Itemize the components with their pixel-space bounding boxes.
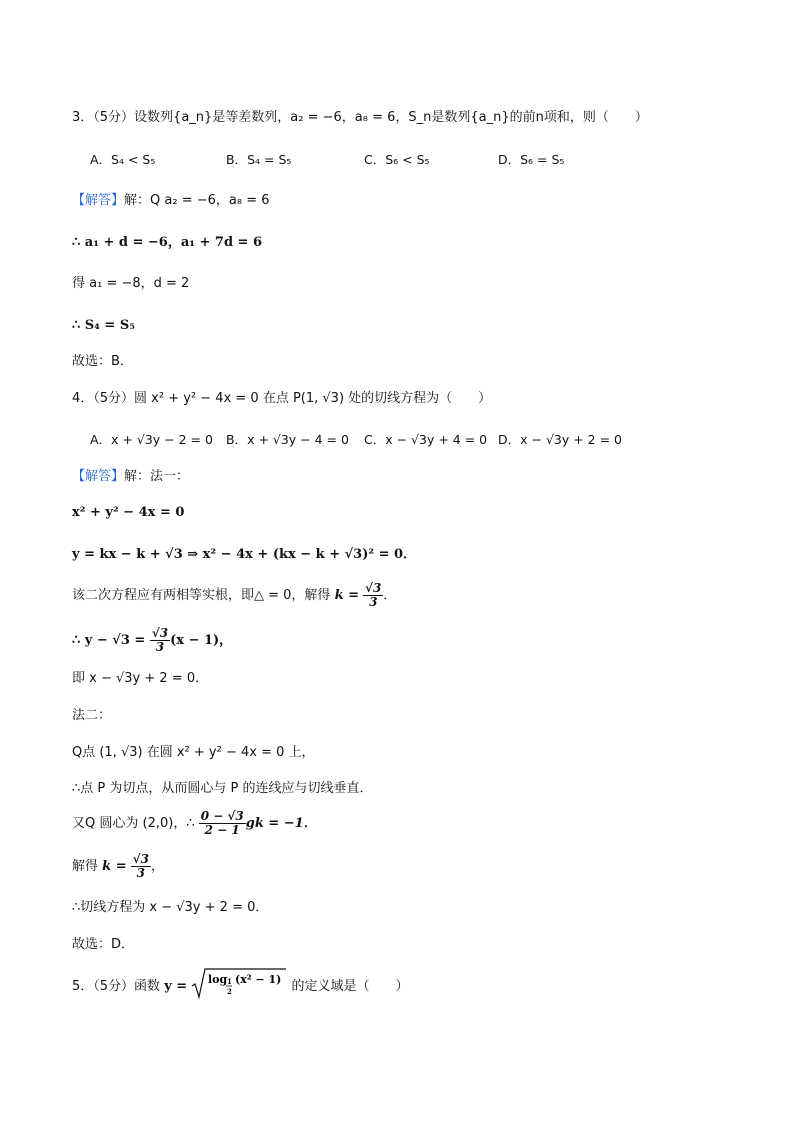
q4-point-slope-fraction: [150, 627, 170, 654]
q3-option-a: A．S₄ < S₅: [90, 152, 156, 167]
q4-answer: 故选：D．: [72, 937, 135, 952]
q5-stem-pre: 5．（5分）函数: [72, 979, 161, 994]
q4-center-text: 又Q 圆心为 (2,0)，∴: [72, 816, 195, 831]
q4-solution-line-1: [72, 467, 189, 487]
q4-k-label: k =: [334, 588, 360, 603]
q4-perpendicular-note: ∴点 P 为切点，从而圆心与 P 的连线应与切线垂直．: [72, 781, 373, 796]
q5-sqrt-icon: [191, 966, 287, 1000]
q4-point-slope-tail: (x − 1)，: [170, 633, 233, 648]
q4-solve-k-text: 解得: [72, 859, 99, 874]
q4-solve-k-fraction: [131, 853, 151, 880]
q4-slope-num: 0 − √3: [200, 809, 244, 823]
q4-option-a: A．x + √3y − 2 = 0: [90, 432, 213, 447]
q4-k-num: √3: [365, 581, 382, 595]
q4-slope-fraction: [199, 810, 246, 837]
q4-solve-k-tail: ，: [150, 859, 164, 874]
q5-stem-post: 的定义域是（ ）: [291, 979, 409, 994]
q3-answer: 故选：B．: [72, 354, 133, 369]
q4-point-on-circle: Q点 (1, √3) 在圆 x² + y² − 4x = 0 上，: [72, 745, 315, 760]
q3-solution-text-1: 解：Q a₂ = −6，a₈ = 6: [124, 193, 270, 208]
q5-base-num: 1: [227, 977, 233, 986]
q3-solution-line-2: ∴ a₁ + d = −6，a₁ + 7d = 6: [72, 235, 263, 250]
q4-option-c: C．x − √3y + 4 = 0: [364, 432, 488, 447]
q4-k-tail: ．: [383, 588, 397, 603]
q4-solution-intro: 解：法一：: [124, 469, 190, 484]
q4-equation-substitution: y = kx − k + √3 ⇒ x² − 4x + (kx − k + √3)² = 0．: [72, 547, 417, 562]
q5-func-label: y =: [164, 979, 188, 994]
q4-solve-k-line: [72, 853, 164, 880]
q4-ps-den: 3: [155, 640, 165, 654]
q3-option-c: C．S₆ < S₅: [364, 152, 430, 167]
q4-center-line: [72, 810, 317, 837]
q4-stem: 4．（5分）圆 x² + y² − 4x = 0 在点 P(1, √3) 处的切线方程为（ ）: [72, 391, 492, 406]
q5-log-text: log: [208, 973, 228, 986]
q5-arg-text: (x² − 1): [235, 973, 282, 986]
q4-ps-num: √3: [151, 626, 169, 640]
q4-method-two: 法二：: [72, 708, 112, 723]
q4-k-fraction: [363, 582, 383, 609]
q4-discriminant-line: [72, 582, 396, 609]
q4-option-b: B．x + √3y − 4 = 0: [226, 432, 349, 447]
q5-base-den: 2: [227, 987, 233, 996]
q4-solve-k-den: 3: [136, 866, 146, 880]
q4-slope-den: 2 − 1: [204, 823, 240, 837]
q5-sqrt-expression: [191, 966, 287, 1007]
q4-equation-circle: x² + y² − 4x = 0: [72, 505, 185, 520]
q4-result-1: 即 x − √3y + 2 = 0．: [72, 671, 209, 686]
q4-tangent-point-slope: [72, 627, 232, 654]
q4-option-d: D．x − √3y + 2 = 0: [498, 432, 623, 447]
q3-solution-line-4: ∴ S₄ = S₅: [72, 318, 135, 333]
q3-solution-line-3: 得 a₁ = −8，d = 2: [72, 276, 190, 291]
q3-solution-line-1: [72, 191, 270, 211]
q4-solve-k-num: √3: [132, 852, 149, 866]
q4-slope-tail: gk = −1．: [245, 816, 317, 831]
q4-k-den: 3: [369, 595, 378, 609]
q4-tangent-equation: ∴切线方程为 x − √3y + 2 = 0．: [72, 900, 269, 915]
q5-stem: [72, 966, 408, 1007]
q3-option-d: D．S₆ = S₅: [498, 152, 565, 167]
q3-option-b: B．S₄ = S₅: [226, 152, 292, 167]
q3-stem: 3．（5分）设数列{a_n}是等差数列，a₂ = −6，a₈ = 6，S_n是数列{a_n}的前n项和，则（ ）: [72, 110, 648, 125]
q4-point-slope-text: ∴ y − √3 =: [72, 633, 146, 648]
solution-tag: 【解答】: [72, 193, 125, 208]
q4-discriminant-text: 该二次方程应有两相等实根，即△ = 0，解得: [72, 588, 331, 603]
solution-tag: 【解答】: [72, 469, 125, 484]
q4-solve-k-label: k =: [102, 859, 127, 874]
